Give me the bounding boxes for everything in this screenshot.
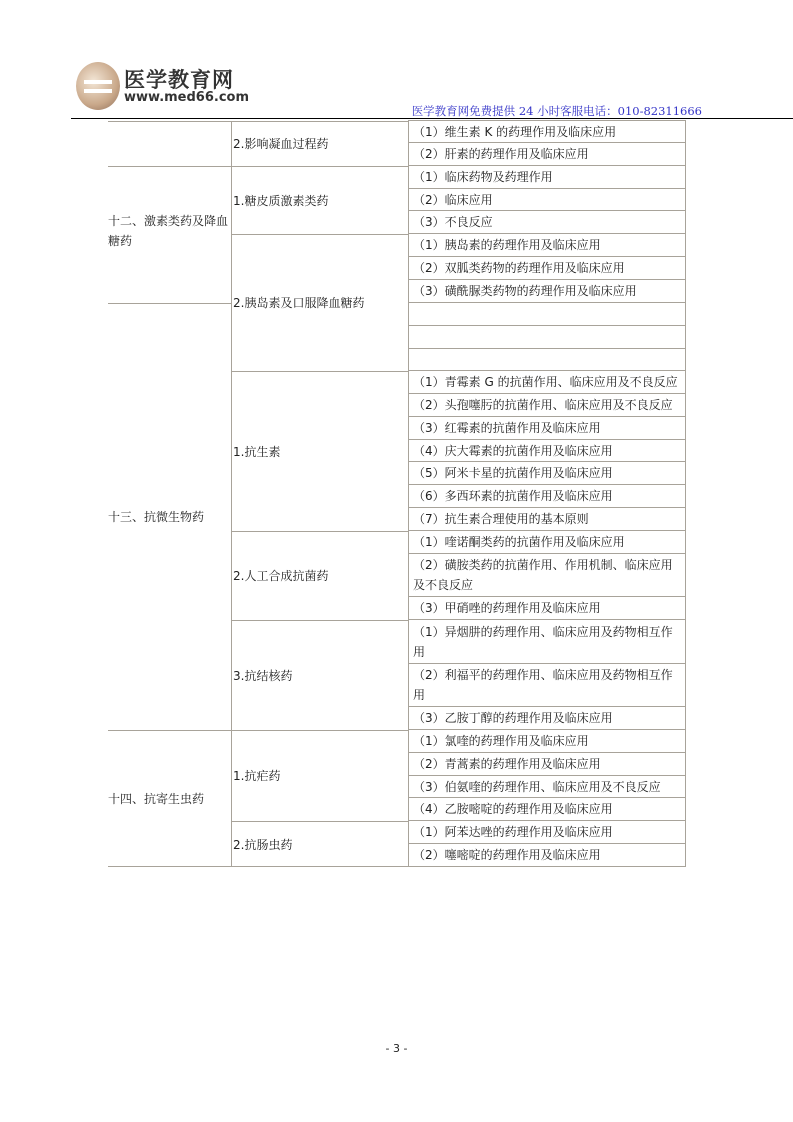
- table-cell-topic: （3）乙胺丁醇的药理作用及临床应用: [408, 706, 686, 730]
- table-cell-subgroup: 1.抗生素: [231, 371, 409, 531]
- table-cell-subgroup: 2.人工合成抗菌药: [231, 531, 409, 620]
- table-cell-chapter: 十四、抗寄生虫药: [108, 730, 232, 867]
- table-cell-topic: （3）磺酰脲类药物的药理作用及临床应用: [408, 279, 686, 303]
- logo: [76, 62, 256, 112]
- table-cell-topic: （2）头孢噻肟的抗菌作用、临床应用及不良反应: [408, 393, 686, 417]
- table-cell-topic: （5）阿米卡星的抗菌作用及临床应用: [408, 461, 686, 485]
- table-cell-subgroup: 1.糖皮质激素类药: [231, 166, 409, 234]
- table-cell-topic: （1）胰岛素的药理作用及临床应用: [408, 233, 686, 257]
- table-cell-topic: （1）氯喹的药理作用及临床应用: [408, 729, 686, 753]
- table-cell-topic: （4）乙胺嘧啶的药理作用及临床应用: [408, 797, 686, 821]
- header-hotline: 医学教育网免费提供 24 小时客服电话：010-82311666: [411, 104, 702, 118]
- table-cell-topic: （1）青霉素 G 的抗菌作用、临床应用及不良反应: [408, 370, 686, 394]
- table-cell-subgroup: 3.抗结核药: [231, 620, 409, 730]
- header-rule: [71, 118, 793, 119]
- logo-en: www.med66.com: [124, 90, 250, 105]
- table-cell-topic: （4）庆大霉素的抗菌作用及临床应用: [408, 439, 686, 462]
- table-cell-topic: （1）阿苯达唑的药理作用及临床应用: [408, 820, 686, 844]
- table-cell-topic: （6）多西环素的抗菌作用及临床应用: [408, 484, 686, 508]
- table-cell-topic: （1）喹诺酮类药的抗菌作用及临床应用: [408, 530, 686, 554]
- table-cell-topic: [408, 348, 686, 371]
- table-cell-subgroup: 1.抗疟药: [231, 730, 409, 821]
- table-cell-topic: （7）抗生素合理使用的基本原则: [408, 507, 686, 531]
- table-cell-topic: [408, 325, 686, 349]
- table-bottom-border: [108, 866, 686, 867]
- logo-emblem-icon: [76, 62, 120, 110]
- table-cell-topic: （2）双胍类药物的药理作用及临床应用: [408, 256, 686, 280]
- table-cell-topic: （2）青蒿素的药理作用及临床应用: [408, 752, 686, 776]
- table-cell-subgroup: 2.抗肠虫药: [231, 821, 409, 867]
- logo-cn: 医学教育网: [124, 68, 234, 92]
- table-cell-chapter: [108, 121, 232, 166]
- table-cell-topic: （2）噻嘧啶的药理作用及临床应用: [408, 843, 686, 867]
- table-cell-chapter: 十二、激素类药及降血糖药: [108, 166, 232, 303]
- table-cell-topic: [408, 302, 686, 326]
- table-cell-topic: （1）临床药物及药理作用: [408, 165, 686, 189]
- table-cell-topic: （3）不良反应: [408, 210, 686, 234]
- table-cell-topic: （2）利福平的药理作用、临床应用及药物相互作用: [408, 663, 686, 707]
- table-cell-topic: （3）甲硝唑的药理作用及临床应用: [408, 596, 686, 620]
- table-cell-subgroup: 2.影响凝血过程药: [231, 121, 409, 166]
- table-cell-chapter: 十三、抗微生物药: [108, 303, 232, 730]
- page-number: - 3 -: [385, 1042, 408, 1055]
- table-cell-topic: （2）临床应用: [408, 188, 686, 211]
- table-cell-topic: （2）磺胺类药的抗菌作用、作用机制、临床应用及不良反应: [408, 553, 686, 597]
- table-cell-topic: （3）伯氨喹的药理作用、临床应用及不良反应: [408, 775, 686, 798]
- table-cell-topic: （1）异烟肼的药理作用、临床应用及药物相互作用: [408, 619, 686, 664]
- table-cell-topic: （3）红霉素的抗菌作用及临床应用: [408, 416, 686, 440]
- table-cell-topic: （1）维生素 K 的药理作用及临床应用: [408, 120, 686, 143]
- table-cell-topic: （2）肝素的药理作用及临床应用: [408, 142, 686, 166]
- table-cell-subgroup: 2.胰岛素及口服降血糖药: [231, 234, 409, 371]
